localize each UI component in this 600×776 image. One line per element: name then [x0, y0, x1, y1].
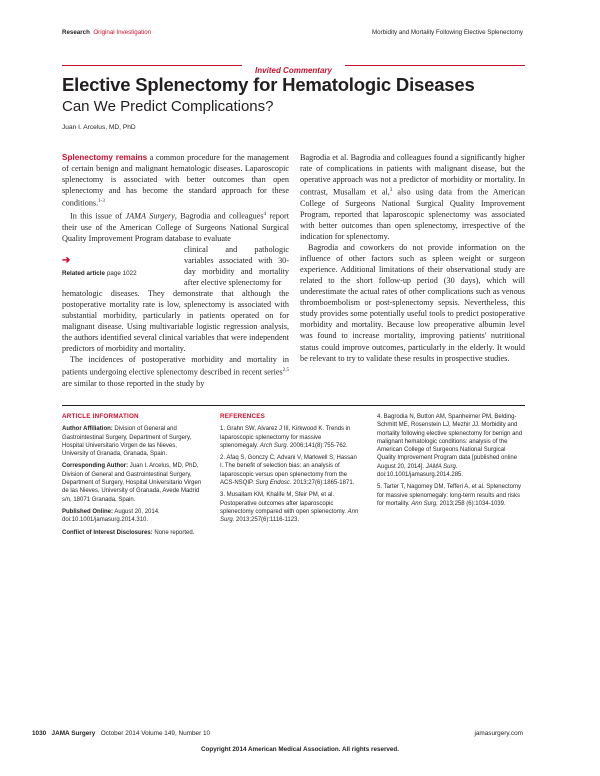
article-title: Elective Splenectomy for Hematologic Diseases	[62, 74, 475, 95]
header-category: Original Investigation	[93, 29, 152, 36]
published-online: Published Online: August 20, 2014. doi:10.1001/jamasurg.2014.310.	[62, 508, 160, 524]
reference-item: 5. Tarter T, Nagomey DM, Tefferi A, et al. Splenectomy for massive splenomegaly: long-term results and risks for mortality. Ann Surg. 2013;258 (6):1034-1039.	[377, 484, 521, 507]
body-column-left	[62, 152, 289, 389]
paragraph-4: Bagrodia et al. Bagrodia and colleagues found a significantly higher rate of complications in patients with malignant disease, but the operative approach was not a predictor of morbidity or mortality. In contrast, Musallam et al,$^3$ also using data from the American College of Surgeons National Surgical Quality Improvement Program, reported that laparoscopic splenectomy was associated with better outcomes than open splenectomy, irrespective of the indication for splenectomy.	[300, 153, 525, 242]
author-byline: Juan I. Arcelus, MD, PhD	[62, 124, 136, 131]
related-article-wrap	[62, 244, 289, 288]
kicker-rule-left	[62, 65, 242, 66]
kicker-rule-right	[345, 65, 525, 66]
footer-issue: October 2014 Volume 149, Number 10	[100, 730, 211, 737]
paragraph-5: Bagrodia and coworkers do not provide information on the influence of other factors such as spleen weight or surgeon experience. Additional limitations of their observational study are related to the short follow-up period (30 days), which will underestimate the actual rates of other complications such as venous thromboembolism or post-splenectomy sepsis. Nevertheless, this study provides some potentially useful tools to predict postoperative morbidity and mortality. Because low preoperative albumin level was found to increase mortality, improving patients' nutritional status could improve outcomes, particularly in the elderly. It would be relevant to try to validate these results in prospective studies.	[300, 243, 525, 363]
paragraph-3: The incidences of postoperative morbidity and mortality in patients undergoing elective splenectomy described in recent series$^{2,5}$ are similar to those reported in the study by	[62, 355, 289, 389]
footer-journal: JAMA Surgery	[51, 730, 96, 737]
related-article-page: page 1022	[106, 269, 137, 277]
references-heading: REFERENCES	[220, 413, 266, 420]
copyright-notice: Copyright 2014 American Medical Association. All rights reserved.	[200, 746, 400, 753]
related-article-box[interactable]	[62, 244, 184, 288]
article-information	[62, 413, 202, 541]
header-section: Research	[62, 29, 90, 36]
body-column-right	[300, 152, 525, 364]
article-info-heading: ARTICLE INFORMATION	[62, 413, 139, 420]
related-article-label: Related article	[62, 269, 106, 277]
section-divider	[62, 405, 525, 406]
corresponding-author: Corresponding Author: Juan I. Arcelus, MD, PhD, Division of General and Gastrointestinal Surgery, Department of Surgery, Hospital Universitario Virgen de las Nieves, University of Granada, Avede Madrid s/n, 18071 Granada, Spain.	[62, 463, 202, 503]
page-footer	[32, 730, 210, 737]
reference-item: 1. Grahn SW, Alvarez J III, Kirkwood K. Trends in laparoscopic splenectomy for massive splenomegaly. Arch Surg. 2006;141(8):755-762.	[220, 426, 351, 449]
paragraph-2-cont: hematologic diseases. They demonstrate that although the postoperative mortality rate is low, splenectomy is associated with substantial morbidity, particularly in patients operated on for malignant disease. Using multivariable logistic regression analysis, the authors identified several clinical variables that were independent predictors of morbidity and mortality.	[62, 289, 289, 354]
journal-name: JAMA Surgery	[125, 211, 175, 221]
citation: 3	[389, 188, 393, 194]
references	[220, 413, 360, 529]
related-arrow-icon: ➔	[62, 254, 71, 266]
page-number: 1030	[32, 730, 47, 737]
paragraph-2-wrap: clinical and pathologic variables associated with 30-day morbidity and mortality after elective splenectomy for	[184, 244, 289, 287]
citation: 4	[263, 211, 267, 217]
author-affiliation: Author Affiliation: Division of General and Gastrointestinal Surgery, Department of Surgery, Hospital Universitario Virgen de las Nieves, University of Granada, Granada, Spain.	[62, 426, 192, 458]
reference-item: 4. Bagrodia N, Button AM, Spanheimer PM, Belding-Schmitt ME, Rosenstein LJ, Mezhir JJ. Morbidity and mortality following elective splenectomy for benign and malignant hematologic conditions: analysis of the American College of Surgeons National Surgical Quality Improvement Program data [published online August 20, 2014]. JAMA Surg. doi:10.1001/jamasurg.2014.285.	[377, 414, 523, 479]
article-subtitle: Can We Predict Complications?	[62, 98, 274, 115]
footer-site-link[interactable]: jamasurgery.com	[474, 730, 523, 737]
reference-item: 3. Musallam KM, Khalife M, Sfeir PM, et al. Postoperative outcomes after laparoscopic splenectomy compared with open splenectomy. Ann Surg. 2013;257(6):1116-1123.	[220, 492, 359, 524]
running-header-title: Morbidity and Mortality Following Elective Splenectomy	[372, 29, 523, 36]
paragraph-2: In this issue of JAMA Surgery, Bagrodia and colleagues$^4$ report their use of the American College of Surgeons National Surgical Quality Improvement Program database to evaluate	[62, 211, 289, 243]
paragraph-1: Splenectomy remains a common procedure for the management of certain benign and malignant hematologic diseases. Laparoscopic splenectomy is associated with better outcomes than open splenectomy and has become the standard approach for these conditions.$^{1-3}$	[62, 153, 289, 208]
citation: 1-3	[98, 199, 105, 205]
references-continued	[377, 413, 525, 512]
kicker-label: Invited Commentary	[249, 66, 338, 75]
citation: 2,5	[282, 368, 289, 374]
reference-item: 2. Afaq S, Gonczy C, Advani V, Markwell S, Hassan I. The benefit of selection bias: an analysis of laparoscopic versus open splenectomy from the ACS-NSQIP. Surg Endosc. 2013;27(6):1865-1871.	[220, 455, 357, 487]
running-header-left	[62, 29, 151, 36]
conflict-disclosures: Conflict of Interest Disclosures: None reported.	[62, 529, 195, 536]
lead-in: Splenectomy remains	[62, 153, 148, 162]
